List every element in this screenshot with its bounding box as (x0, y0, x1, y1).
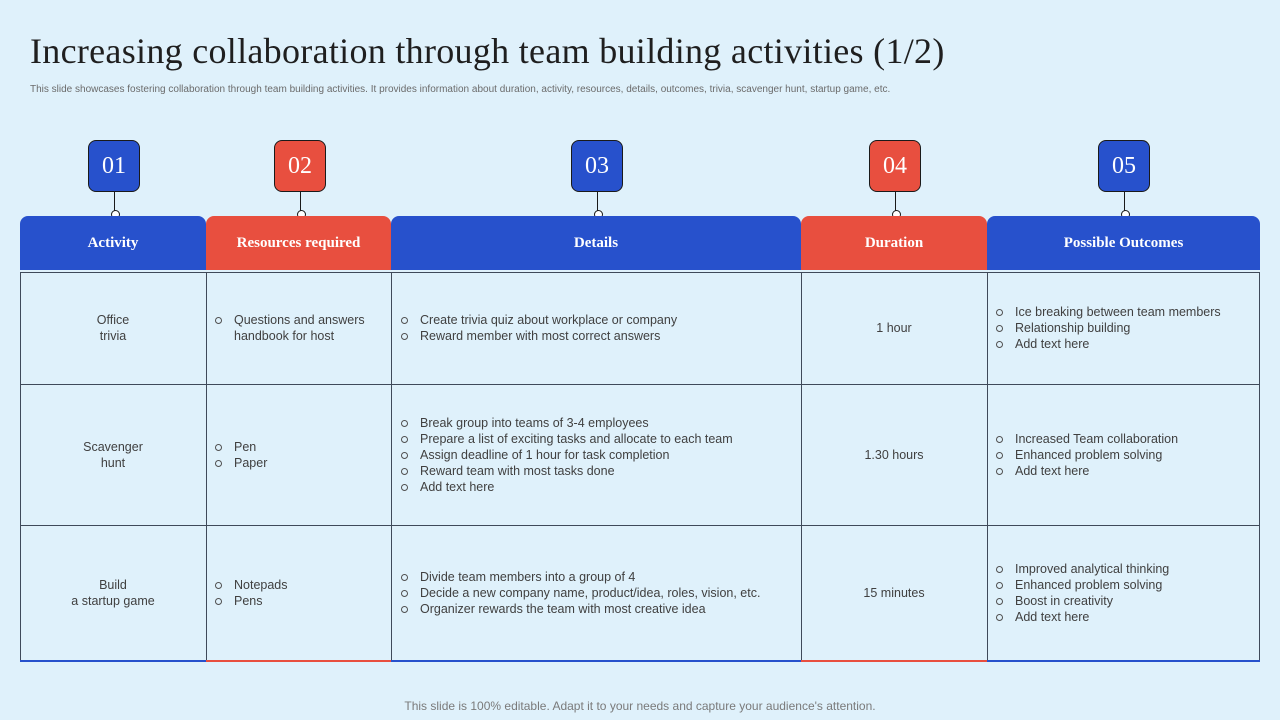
column-number-badge: 04 (869, 140, 921, 192)
table-cell-duration: 1.30 hours (864, 447, 924, 462)
table-cell-duration: 15 minutes (863, 585, 925, 600)
column-number-badge: 02 (274, 140, 326, 192)
list-item: Relationship building (996, 320, 1221, 336)
table-cell-details (401, 525, 796, 660)
badge-connector (1124, 192, 1125, 216)
list-item: Reward team with most tasks done (401, 463, 733, 479)
list-item: Break group into teams of 3-4 employees (401, 415, 733, 431)
table-cell-activity: Scavenger hunt (83, 439, 143, 470)
badge-connector (597, 192, 598, 216)
table-cell-resources (215, 384, 385, 525)
bottom-accent (20, 660, 206, 662)
bottom-accent (987, 660, 1260, 662)
table-cell-resources (215, 272, 385, 384)
list-item: Create trivia quiz about workplace or company (401, 312, 677, 328)
badge-connector (114, 192, 115, 216)
list-item: Organizer rewards the team with most creative idea (401, 601, 760, 617)
table-divider (206, 272, 207, 662)
page-subtitle: This slide showcases fostering collaboration through team building activities. It provides information about duration, activity, resources, details, outcomes, trivia, scavenger hunt, startup game, etc. (30, 84, 891, 95)
list-item: Add text here (401, 479, 733, 495)
bottom-accent (391, 660, 801, 662)
table-cell-outcomes (996, 272, 1256, 384)
list-item: Increased Team collaboration (996, 431, 1178, 447)
list-item: Prepare a list of exciting tasks and allocate to each team (401, 431, 733, 447)
column-header-outcomes: Possible Outcomes (987, 216, 1260, 270)
list-item: Add text here (996, 336, 1221, 352)
table-cell-outcomes (996, 384, 1256, 525)
table-divider (391, 272, 392, 662)
list-item: Assign deadline of 1 hour for task completion (401, 447, 733, 463)
column-number-badge: 01 (88, 140, 140, 192)
column-number-badge: 05 (1098, 140, 1150, 192)
table-cell-activity: Office trivia (96, 313, 130, 343)
list-item: Add text here (996, 609, 1169, 625)
list-item: Enhanced problem solving (996, 447, 1178, 463)
list-item: Ice breaking between team members (996, 304, 1221, 320)
list-item: Notepads (215, 577, 288, 593)
table-cell-details (401, 272, 796, 384)
table-cell-resources (215, 525, 385, 660)
badge-connector (895, 192, 896, 216)
table-cell-activity: Build a startup game (71, 577, 155, 608)
list-item: Improved analytical thinking (996, 561, 1169, 577)
bottom-accent (206, 660, 391, 662)
list-item: Paper (215, 455, 267, 471)
page-title: Increasing collaboration through team building activities (1/2) (30, 31, 945, 71)
bottom-accent (801, 660, 987, 662)
table-cell-outcomes (996, 525, 1256, 660)
table-cell-details (401, 384, 796, 525)
column-header-resources: Resources required (206, 216, 391, 270)
list-item: Boost in creativity (996, 593, 1169, 609)
list-item: Pen (215, 439, 267, 455)
table-divider (987, 272, 988, 662)
table-cell-duration: 1 hour (876, 321, 912, 335)
column-header-activity: Activity (20, 216, 206, 270)
column-header-details: Details (391, 216, 801, 270)
list-item: Decide a new company name, product/idea, roles, vision, etc. (401, 585, 760, 601)
list-item: Divide team members into a group of 4 (401, 569, 760, 585)
list-item: Add text here (996, 463, 1178, 479)
list-item: Reward member with most correct answers (401, 328, 677, 344)
column-header-duration: Duration (801, 216, 987, 270)
list-item: Enhanced problem solving (996, 577, 1169, 593)
list-item: Questions and answers handbook for host (215, 312, 385, 344)
column-number-badge: 03 (571, 140, 623, 192)
list-item: Pens (215, 593, 288, 609)
footer-note: This slide is 100% editable. Adapt it to your needs and capture your audience's attention. (404, 699, 876, 713)
badge-connector (300, 192, 301, 216)
